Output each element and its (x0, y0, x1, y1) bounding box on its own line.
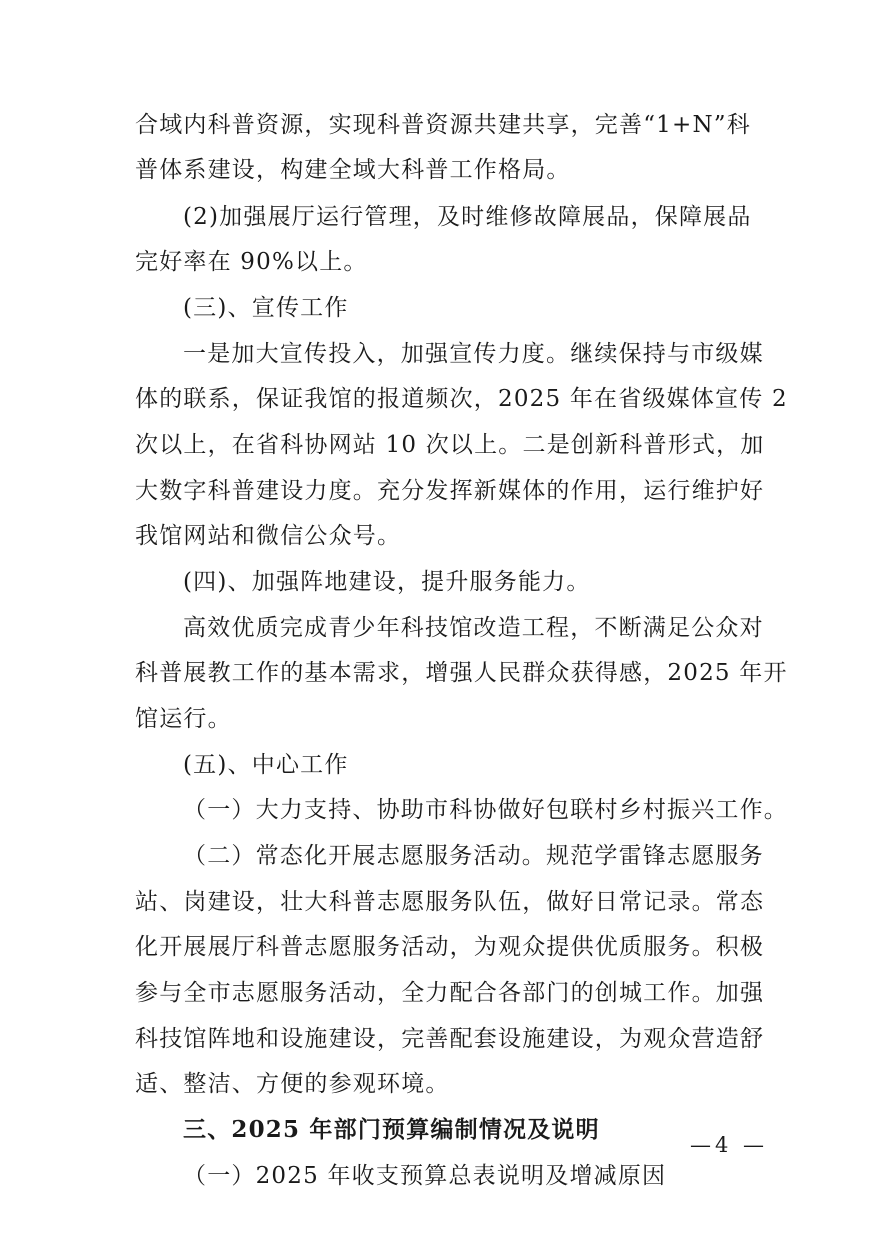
text-line: （二）常态化开展志愿服务活动。规范学雷锋志愿服务 (183, 843, 764, 869)
text-line: 普体系建设，构建全域大科普工作格局。 (135, 157, 571, 183)
text-line: 合域内科普资源，实现科普资源共建共享，完善“1+N”科 (135, 112, 751, 138)
text-line: 完好率在 90%以上。 (135, 249, 368, 275)
section-heading: (四)、加强阵地建设，提升服务能力。 (183, 569, 591, 595)
text-line: 适、整洁、方便的参观环境。 (135, 1071, 450, 1097)
text-line: 一是加大宣传投入，加强宣传力度。继续保持与市级媒 (183, 341, 764, 367)
section-heading: (五)、中心工作 (183, 752, 349, 778)
text-line: 科技馆阵地和设施建设，完善配套设施建设，为观众营造舒 (135, 1026, 765, 1052)
page-number: —4 — (690, 1133, 769, 1157)
text-line: 我馆网站和微信公众号。 (135, 523, 402, 549)
text-line: （一）大力支持、协助市科协做好包联村乡村振兴工作。 (183, 797, 788, 823)
subsection-heading: （一）2025 年收支预算总表说明及增减原因 (183, 1163, 667, 1189)
text-line: 化开展展厅科普志愿服务活动，为观众提供优质服务。积极 (135, 934, 765, 960)
text-line: 大数字科普建设力度。充分发挥新媒体的作用，运行维护好 (135, 478, 765, 504)
text-line: 次以上，在省科协网站 10 次以上。二是创新科普形式，加 (135, 432, 765, 458)
text-line: 高效优质完成青少年科技馆改造工程，不断满足公众对 (183, 615, 764, 641)
text-line: 科普展教工作的基本需求，增强人民群众获得感，2025 年开 (135, 660, 788, 686)
text-line: 馆运行。 (135, 706, 232, 732)
text-line: (2)加强展厅运行管理，及时维修故障展品，保障展品 (183, 204, 752, 230)
text-line: 体的联系，保证我馆的报道频次，2025 年在省级媒体宣传 2 (135, 386, 788, 412)
text-line: 站、岗建设，壮大科普志愿服务队伍，做好日常记录。常态 (135, 889, 765, 915)
chapter-heading: 三、2025 年部门预算编制情况及说明 (183, 1116, 600, 1143)
section-heading: (三)、宣传工作 (183, 295, 349, 321)
text-line: 参与全市志愿服务活动，全力配合各部门的创城工作。加强 (135, 980, 765, 1006)
